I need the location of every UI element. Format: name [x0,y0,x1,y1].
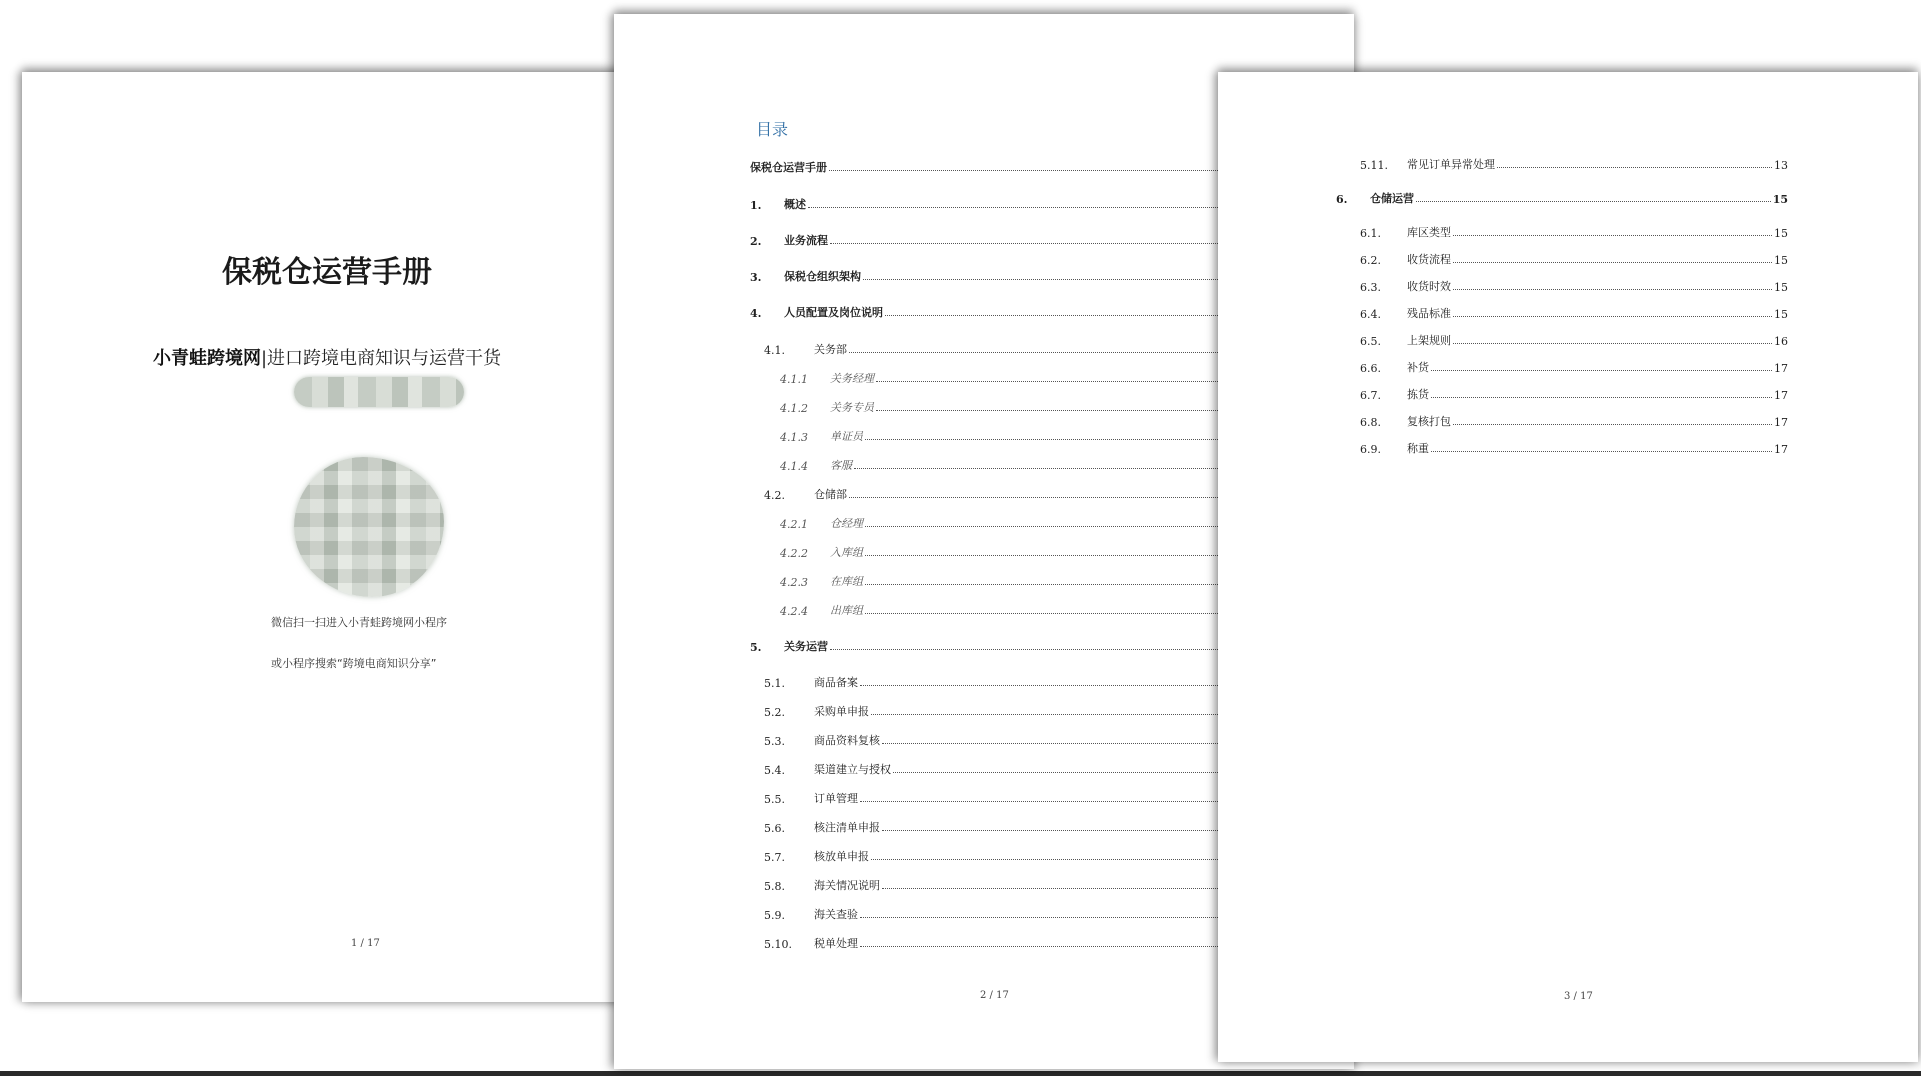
toc-entry[interactable] [1360,413,1788,429]
toc-entry-number: 4.2. [764,489,785,502]
toc-entry[interactable] [1360,156,1788,172]
toc-entry-number: 6. [1336,193,1348,206]
toc-entry-title: 业务流程 [784,234,828,247]
toc-entry-title: 仓储部 [814,488,847,501]
toc-entry-number: 6.2. [1360,254,1381,267]
toc-entry-title: 保税仓运营手册 [750,161,827,174]
toc-entry-title: 在库组 [830,575,863,588]
scan-instruction: 微信扫一扫进入小青蛙跨境网小程序 [271,616,447,629]
toc-entry-title: 入库组 [830,546,863,559]
toc-entry-title: 税单处理 [814,937,858,950]
subtitle-text: |进口跨境电商知识与运营干货 [260,348,502,369]
toc-entry-number: 5.8. [764,880,785,893]
document-title: 保税仓运营手册 [222,255,432,290]
toc-entry-title: 采购单申报 [814,705,869,718]
toc-entry-number: 4. [750,307,762,320]
toc-entry-page: 16 [1774,335,1788,348]
dot-leader [1453,289,1772,290]
toc-entry-title: 收货流程 [1407,253,1451,266]
toc-entry-number: 6.6. [1360,362,1381,375]
toc-entry-title: 商品备案 [814,676,858,689]
toc-entry-title: 客服 [830,459,852,472]
toc-entry-title: 核放单申报 [814,850,869,863]
toc-entry-number: 5.2. [764,706,785,719]
toc-entry-title: 商品资料复核 [814,734,880,747]
toc-entry-number: 4.1.1 [780,373,808,386]
toc-entry-number: 5.4. [764,764,785,777]
toc-entry-page: 17 [1774,362,1788,375]
toc-entry-number: 4.2.4 [780,605,808,618]
toc-entry-number: 6.7. [1360,389,1381,402]
toc-entry[interactable] [1360,386,1788,402]
toc-entry[interactable] [1360,332,1788,348]
toc-heading: 目录 [756,120,789,139]
toc-entry-title: 补货 [1407,361,1429,374]
toc-entry-title: 仓经理 [830,517,863,530]
toc-entry-page: 17 [1774,416,1788,429]
search-instruction: 或小程序搜索“跨境电商知识分享” [271,657,437,670]
toc-entry-number: 6.1. [1360,227,1381,240]
toc-entry-title: 单证员 [830,430,863,443]
blurred-text-redaction [294,377,464,407]
toc-entry-title: 关务部 [814,343,847,356]
toc-entry-number: 5.11. [1360,159,1388,172]
toc-entry-title: 仓储运营 [1370,192,1414,205]
toc-entry-number: 4.2.1 [780,518,808,531]
brand-name: 小青蛙跨境网 [152,348,261,369]
toc-entry-number: 5.10. [764,938,792,951]
toc-entry-title: 关务经理 [830,372,874,385]
blurred-qr-code-image [294,457,444,597]
dot-leader [1453,424,1772,425]
toc-entry-page: 17 [1774,389,1788,402]
toc-entry-title: 海关查验 [814,908,858,921]
toc-entry-title: 渠道建立与授权 [814,763,891,776]
dot-leader [1431,451,1772,452]
toc-entry-number: 5.3. [764,735,785,748]
toc-entry-title: 人员配置及岗位说明 [784,306,883,319]
toc-entry[interactable] [1360,440,1788,456]
toc-entry-number: 6.3. [1360,281,1381,294]
toc-entry-page: 15 [1772,193,1788,206]
toc-entry-number: 5.6. [764,822,785,835]
toc-entry-page: 15 [1774,227,1788,240]
toc-entry-number: 4.1. [764,344,785,357]
dot-leader [1453,316,1772,317]
toc-entry-number: 6.5. [1360,335,1381,348]
cover-subtitle [22,344,632,370]
toc-entry-page: 17 [1774,443,1788,456]
toc-entry-number: 4.2.2 [780,547,808,560]
toc-entry-page: 15 [1774,281,1788,294]
toc-entry-number: 6.9. [1360,443,1381,456]
toc-entry-title: 出库组 [830,604,863,617]
toc-entry-title: 称重 [1407,442,1429,455]
toc-entry[interactable] [1360,251,1788,267]
toc-entry-title: 订单管理 [814,792,858,805]
toc-entry[interactable] [1336,190,1788,206]
page-number: 3 / 17 [1564,991,1593,1002]
toc-entry-number: 5.5. [764,793,785,806]
page-number: 2 / 17 [980,990,1009,1001]
toc-entry-number: 2. [750,235,762,248]
toc-entry-number: 4.1.3 [780,431,808,444]
toc-entry-number: 5.7. [764,851,785,864]
dot-leader [1453,235,1772,236]
dot-leader [1497,167,1772,168]
toc-entry[interactable] [1360,278,1788,294]
toc-entry-page: 15 [1774,254,1788,267]
toc-entry-title: 保税仓组织架构 [784,270,861,283]
dot-leader [1431,397,1772,398]
toc-entry-title: 常见订单异常处理 [1407,158,1495,171]
cover-page [22,72,632,1002]
toc-entry-title: 收货时效 [1407,280,1451,293]
toc-entry[interactable] [1360,359,1788,375]
dot-leader [1431,370,1772,371]
dot-leader [1416,201,1771,202]
toc-entry-number: 5.9. [764,909,785,922]
toc-entry-title: 库区类型 [1407,226,1451,239]
toc-entry-number: 4.1.2 [780,402,808,415]
toc-entry-page: 13 [1774,159,1788,172]
toc-entry-number: 5.1. [764,677,785,690]
toc-entry-title: 复核打包 [1407,415,1451,428]
toc-entry-number: 6.4. [1360,308,1381,321]
toc-entry-title: 残品标准 [1407,307,1451,320]
toc-entry[interactable] [1360,305,1788,321]
toc-entry-title: 关务运营 [784,640,828,653]
bottom-edge-bar [0,1071,1921,1076]
toc-entry-number: 1. [750,199,762,212]
toc-entry-number: 4.1.4 [780,460,808,473]
toc-entry-title: 概述 [784,198,806,211]
dot-leader [1453,262,1772,263]
toc-entry-number: 5. [750,641,762,654]
toc-entry-title: 上架规则 [1407,334,1451,347]
toc-entry[interactable] [1360,224,1788,240]
dot-leader [1453,343,1772,344]
page-number: 1 / 17 [351,938,380,949]
toc-page-2 [1218,72,1918,1062]
toc-entry-page: 15 [1774,308,1788,321]
toc-entry-number: 6.8. [1360,416,1381,429]
toc-entry-number: 3. [750,271,762,284]
toc-entry-title: 海关情况说明 [814,879,880,892]
toc-entry-title: 拣货 [1407,388,1429,401]
toc-entry-number: 4.2.3 [780,576,808,589]
toc-entry-title: 关务专员 [830,401,874,414]
toc-entry-title: 核注清单申报 [814,821,880,834]
